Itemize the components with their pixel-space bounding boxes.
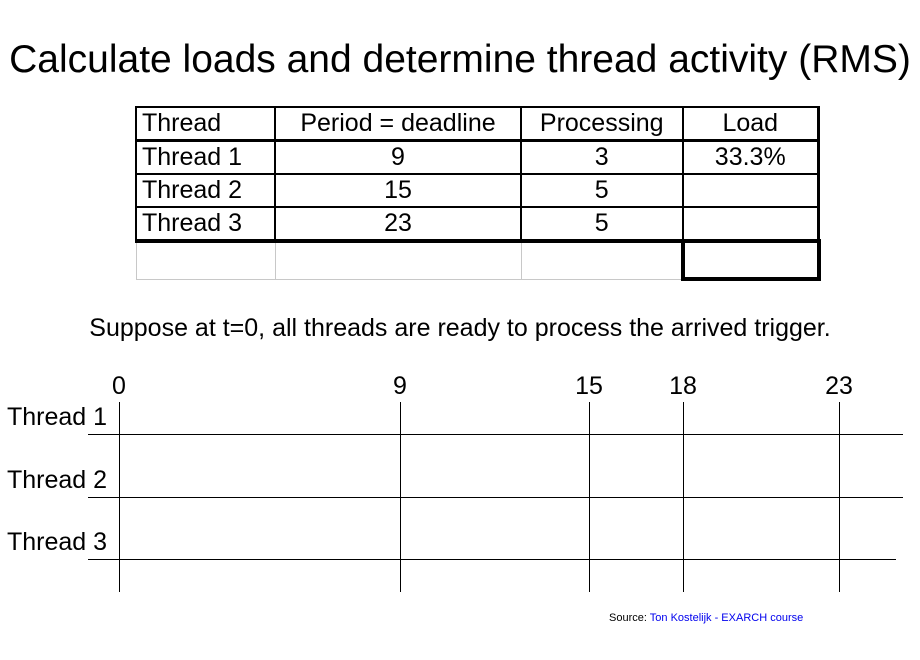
source-label: Source: xyxy=(609,612,650,624)
timeline-row-label-thread-3: Thread 3 xyxy=(7,528,108,556)
cell-thread-name: Thread 3 xyxy=(136,207,275,241)
tick-label-15: 15 xyxy=(575,372,603,400)
source-link[interactable]: Ton Kostelijk - EXARCH course xyxy=(649,612,804,624)
header-period: Period = deadline xyxy=(275,107,521,141)
cell-thread-name: Thread 2 xyxy=(136,174,275,207)
tick-label-0: 0 xyxy=(112,372,126,400)
cell-period: 15 xyxy=(275,174,521,207)
header-thread: Thread xyxy=(136,107,275,141)
cell-period: 23 xyxy=(275,207,521,241)
suppose-text: Suppose at t=0, all threads are ready to process the arrived trigger. xyxy=(89,314,831,342)
tick-label-23: 23 xyxy=(825,372,853,400)
slide-title: Calculate loads and determine thread activity (RMS) xyxy=(9,38,911,81)
tick-label-9: 9 xyxy=(393,372,407,400)
cell-thread-name: Thread 1 xyxy=(136,141,275,175)
timeline-row-label-thread-1: Thread 1 xyxy=(7,403,108,431)
cell-period: 9 xyxy=(275,141,521,175)
cell-processing: 3 xyxy=(521,141,683,175)
cell-processing: 5 xyxy=(521,207,683,241)
cell-processing: 5 xyxy=(521,174,683,207)
cell-load: 33.3% xyxy=(683,141,819,175)
header-processing: Processing xyxy=(521,107,683,141)
header-load: Load xyxy=(683,107,819,141)
thread-3-baseline xyxy=(88,559,896,560)
thread-2-baseline xyxy=(88,497,903,498)
timeline-row-label-thread-2: Thread 2 xyxy=(7,466,108,494)
tick-label-18: 18 xyxy=(669,372,697,400)
thread-1-baseline xyxy=(88,434,903,435)
source-credit xyxy=(609,612,803,624)
